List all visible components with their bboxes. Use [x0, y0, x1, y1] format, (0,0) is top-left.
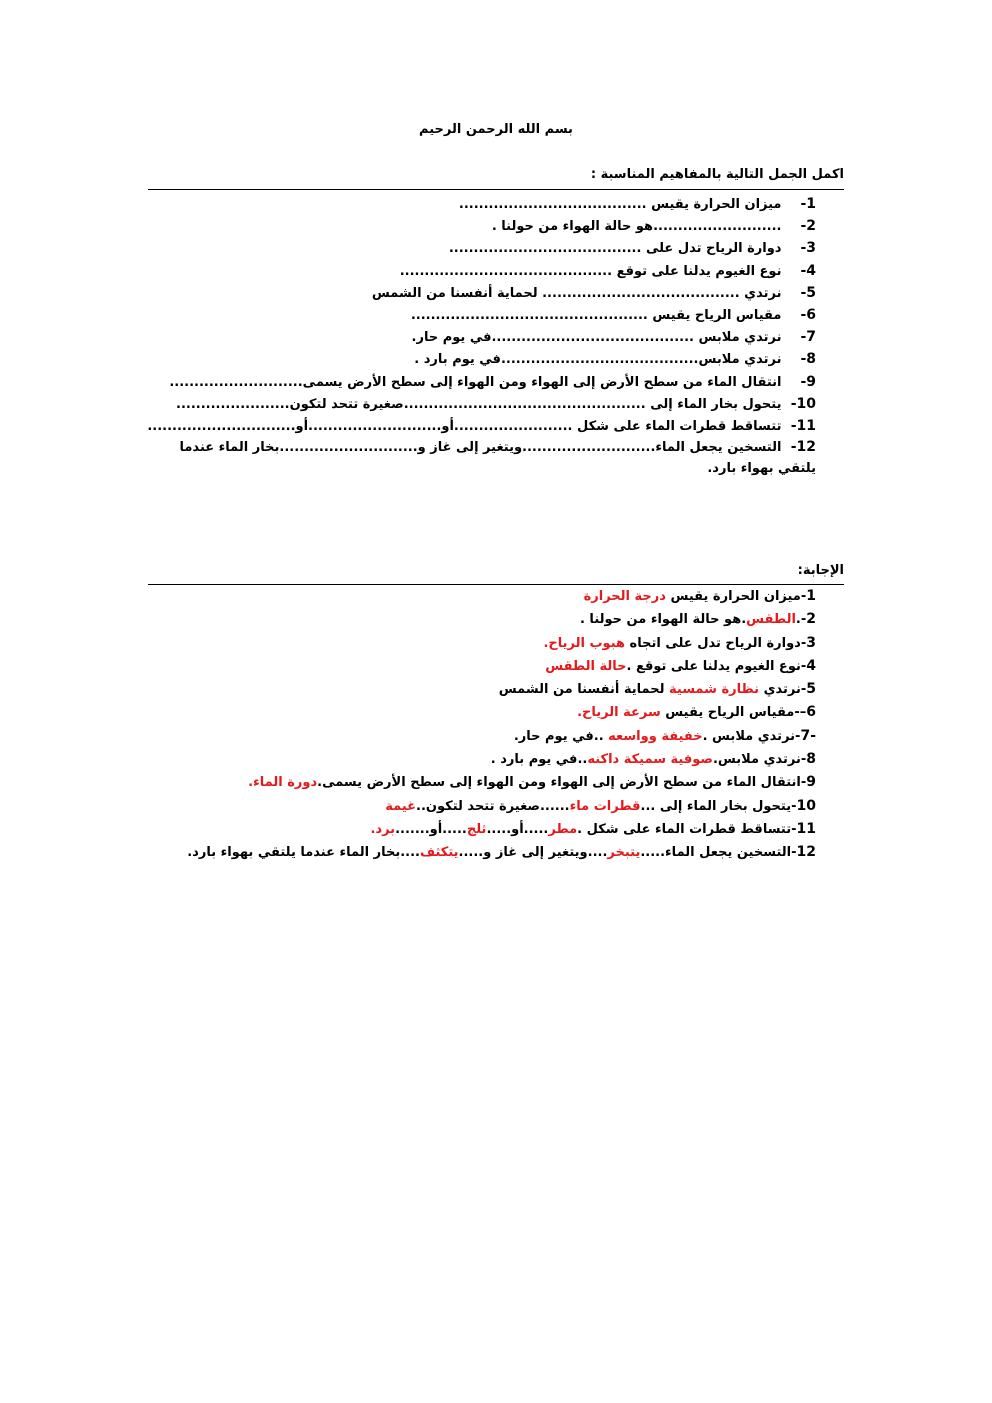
question-item — [156, 393, 816, 415]
answer-text: لحماية أنفسنا من الشمس — [498, 682, 670, 698]
question-text: ..........................هو حالة الهواء من حولنا . — [491, 219, 782, 235]
question-item — [156, 437, 816, 479]
answer-number: -7 — [800, 727, 816, 744]
question-text: يتحول بخار الماء إلى .................................................صغيرة تتحد لتكون....................... — [176, 396, 782, 412]
answer-key-term: صوفية سميكة داكنه — [587, 752, 713, 768]
question-number: 7- — [800, 329, 816, 346]
answer-number: 2 — [806, 611, 816, 628]
answer-number: 1 — [806, 588, 816, 604]
answer-number: 12 — [796, 844, 816, 861]
question-number: 6- — [800, 306, 816, 323]
answer-item — [156, 725, 816, 748]
answer-text: ......صغيرة تتحد لتكون.. — [416, 798, 570, 814]
question-text: مقياس الرياح يقيس ................................................ — [410, 307, 782, 323]
answer-number: 8 — [806, 751, 816, 768]
question-text: تتساقط قطرات الماء على شكل ........................أو...........................أو.............................. — [147, 418, 782, 434]
question-item — [156, 371, 816, 393]
answer-text: ..في يوم بارد . — [490, 752, 588, 768]
questions-heading: اكمل الجمل التالية بالمفاهيم المناسبة : — [590, 167, 844, 182]
answer-item — [156, 678, 816, 701]
question-number: 10- — [790, 395, 816, 412]
answer-number: 6 — [806, 704, 816, 721]
question-number: 12- — [790, 439, 816, 456]
answer-number: 10 — [796, 797, 816, 814]
answer-key-term: دورة الماء. — [248, 775, 318, 791]
answer-item — [156, 841, 816, 864]
answer-text: -نرتدي ملابس . — [702, 728, 801, 744]
question-text: نرتدي ........................................ لحماية أنفسنا من الشمس — [371, 285, 782, 301]
answer-text: .....أو....... — [395, 821, 467, 837]
answer-text: -نوع الغيوم يدلنا على توقع . — [626, 658, 807, 674]
answer-text: -ميزان الحرارة يقيس — [665, 589, 807, 604]
answer-item — [156, 608, 816, 631]
question-item — [156, 348, 816, 370]
answer-key-term: سرعة الرياح. — [577, 705, 661, 721]
question-number: 9- — [800, 373, 816, 390]
question-item — [156, 193, 816, 215]
question-text: نرتدي ملابس........................................في يوم بارد . — [414, 352, 782, 368]
answer-item — [156, 585, 816, 608]
answer-key-term: نظارة شمسية — [669, 682, 760, 698]
answer-key-term: درجة الحرارة — [583, 589, 666, 604]
answer-item — [156, 655, 816, 678]
question-item — [156, 326, 816, 348]
answers-heading: الإجابة: — [797, 563, 844, 578]
answer-text: ....بخار الماء عندما يلتقي بهواء بارد. — [187, 845, 420, 861]
question-text: نرتدي ملابس .........................................في يوم حار. — [411, 330, 782, 346]
answer-key-term: ثلج — [466, 821, 487, 837]
answer-text: -يتحول بخار الماء إلى ... — [640, 798, 797, 814]
question-text: نوع الغيوم يدلنا على توقع ........................................... — [399, 263, 782, 279]
question-item — [156, 215, 816, 237]
answer-key-term: قطرات ماء — [569, 798, 641, 814]
answer-text: -انتقال الماء من سطح الأرض إلى الهواء ومن الهواء إلى سطح الأرض يسمى. — [317, 775, 807, 791]
basmala-title: بسم الله الرحمن الرحيم — [419, 122, 573, 137]
answer-text: -. — [795, 612, 807, 628]
questions-divider — [148, 189, 844, 190]
answer-key-term: مطر — [548, 821, 578, 837]
answer-item — [156, 632, 816, 655]
question-item — [156, 304, 816, 326]
question-item — [156, 237, 816, 259]
answer-key-term: حالة الطقس — [545, 658, 627, 674]
question-item — [147, 415, 816, 437]
question-text: دوارة الرياح تدل على ....................................... — [448, 241, 782, 257]
question-number: 11- — [790, 417, 816, 434]
answer-key-term: خفيفة وواسعه — [608, 728, 703, 744]
answer-text: ....ويتغير إلى غاز و..... — [458, 845, 608, 861]
question-number: 2- — [800, 218, 816, 235]
question-text: التسخين يجعل الماء...........................ويتغير إلى غاز و............................بخار الماء عندما يلتقي بهواء بارد. — [179, 440, 816, 477]
answer-text: –-مقياس الرياح يقيس — [660, 705, 807, 721]
answer-item — [156, 795, 816, 818]
question-item — [156, 282, 816, 304]
answer-item — [156, 701, 816, 724]
questions-list — [147, 193, 816, 479]
answer-text: .....أو..... — [486, 821, 549, 837]
answer-number: 5 — [806, 681, 816, 698]
answer-number: 9 — [806, 774, 816, 791]
answer-key-term: الطقس — [746, 612, 796, 628]
answer-key-term: برد. — [370, 821, 396, 837]
answer-text: -نرتدي — [759, 682, 807, 698]
question-item — [156, 260, 816, 282]
answer-text: -تتساقط قطرات الماء على شكل . — [577, 821, 797, 837]
answer-number: 4 — [806, 657, 816, 674]
question-number: 3- — [800, 240, 816, 257]
answers-list — [156, 585, 816, 865]
answer-item — [156, 771, 816, 794]
question-text: انتقال الماء من سطح الأرض إلى الهواء ومن الهواء إلى سطح الأرض يسمى........................... — [169, 374, 782, 390]
answer-key-term: هبوب الرياح. — [543, 635, 626, 651]
answer-text: ..في يوم حار. — [513, 728, 609, 744]
question-number: 5- — [800, 284, 816, 301]
answer-key-term: يتكثف — [420, 845, 459, 861]
answer-text: .هو حالة الهواء من حولنا . — [579, 612, 747, 628]
answer-item — [156, 818, 816, 841]
answer-text: -دوارة الرياح تدل على اتجاه — [625, 635, 807, 651]
question-number: 1- — [800, 196, 816, 212]
answer-key-term: يتبخر — [607, 845, 641, 861]
answer-key-term: غيمة — [385, 798, 417, 814]
question-number: 4- — [800, 262, 816, 279]
question-text: ميزان الحرارة يقيس ...................................... — [458, 197, 782, 212]
answer-item — [156, 748, 816, 771]
answer-number: 3 — [806, 634, 816, 651]
answer-text: -التسخين يجعل الماء..... — [640, 845, 797, 861]
answer-text: -نرتدي ملابس. — [712, 752, 807, 768]
question-number: 8- — [800, 351, 816, 368]
answer-number: 11 — [796, 820, 816, 837]
